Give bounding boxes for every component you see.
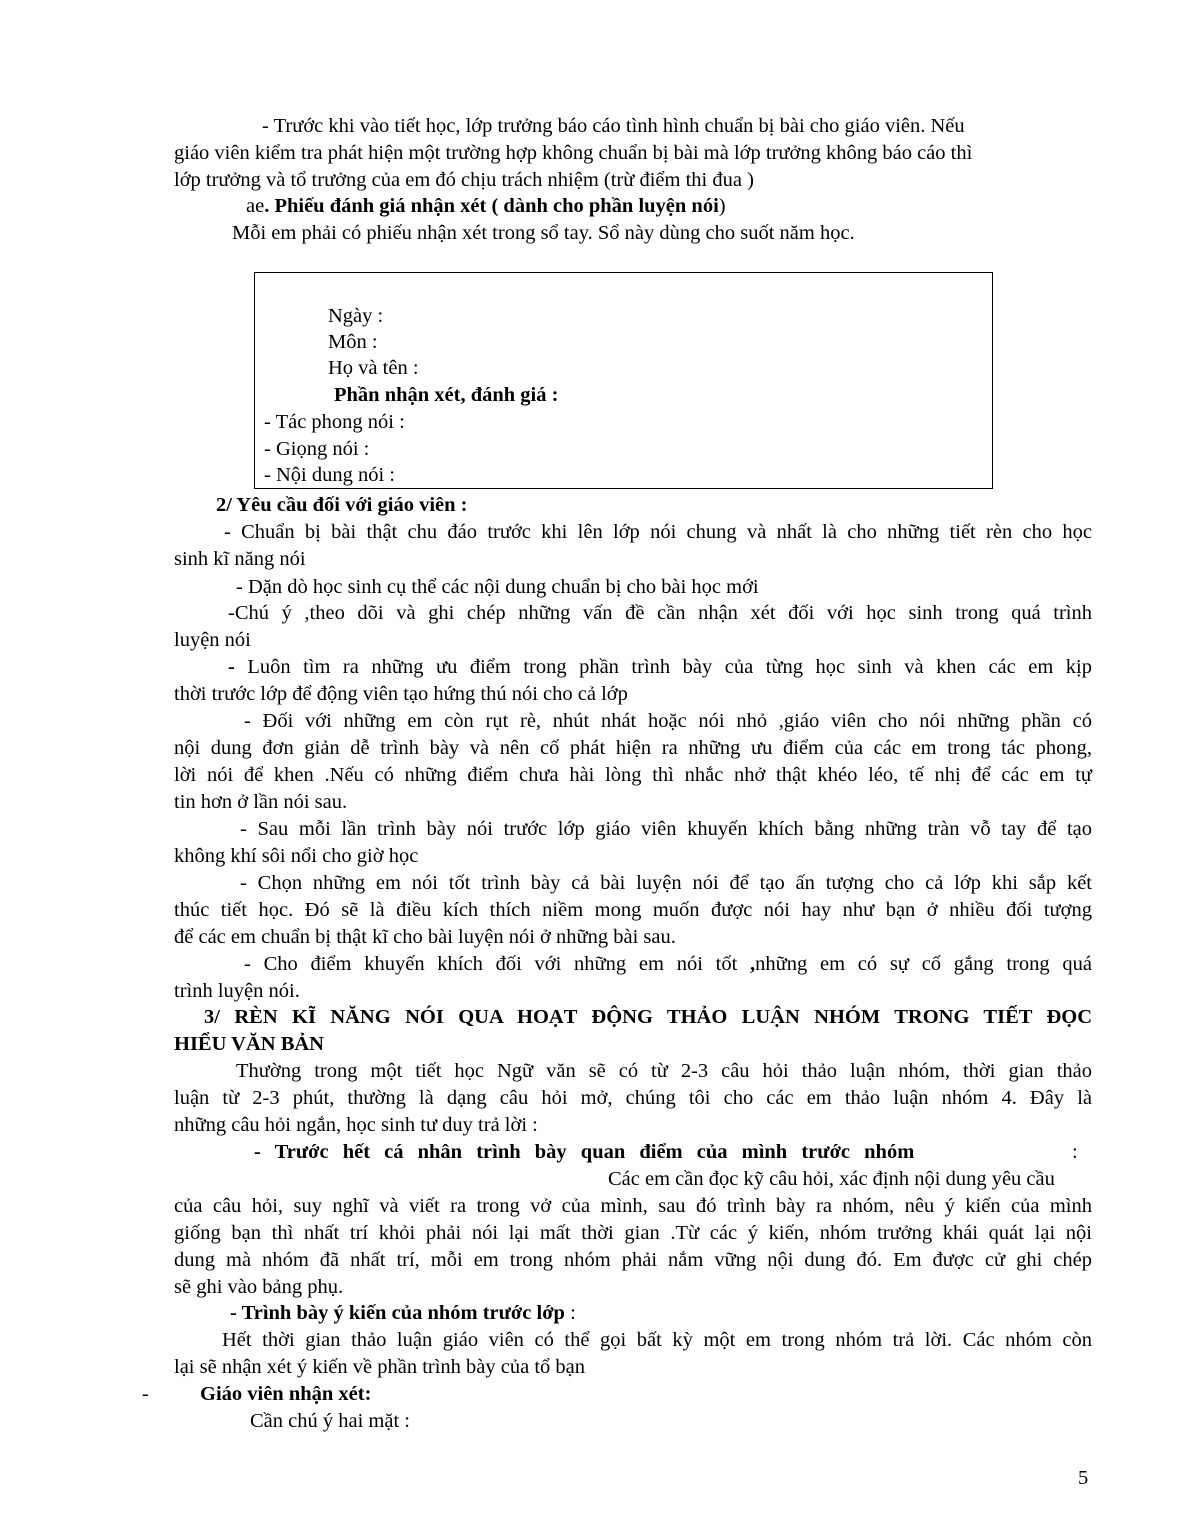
subheading-colon: : — [1072, 1141, 1078, 1163]
bullet-text: - Cho điểm khuyến khích đối với những em nói tốt — [244, 953, 751, 975]
paragraph-line: giống bạn thì nhất trí khỏi phải nói lại mất thời gian .Từ các ý kiến, nhóm trưởng khái quát lại nội — [174, 1222, 1092, 1244]
paragraph-line: thúc tiết học. Đó sẽ là điều kích thích niềm mong muốn được nói hay như bạn ở nhiều đối tượng — [174, 899, 1092, 921]
paragraph-line: những câu hỏi ngắn, học sinh tư duy trả lời : — [174, 1114, 538, 1136]
paragraph-line: giáo viên kiểm tra phát hiện một trường hợp không chuẩn bị bài mà lớp trưởng không báo cáo thì — [174, 142, 973, 164]
form-name-label: Họ và tên : — [328, 357, 419, 379]
paragraph-line: - Đối với những em còn rụt rè, nhút nhát hoặc nói nhỏ ,giáo viên cho nói những phần có — [244, 710, 1092, 732]
paragraph-line: lời nói để khen .Nếu có những điểm chưa hài lòng thì nhắc nhở thật khéo léo, tế nhị để các em tự — [174, 764, 1092, 786]
bullet-dash: - — [228, 656, 235, 678]
paragraph-line: của câu hỏi, suy nghĩ và viết ra trong vở của mình, sau đó trình bày ra nhóm, nêu ý kiến của mình — [174, 1195, 1092, 1217]
paragraph-line: để các em chuẩn bị thật kĩ cho bài luyện nói ở những bài sau. — [174, 926, 676, 948]
paragraph-line: Hết thời gian thảo luận giáo viên có thể gọi bất kỳ một em trong nhóm trả lời. Các nhóm còn — [222, 1329, 1092, 1351]
subheading — [230, 1300, 576, 1326]
heading-ae-suffix: ) — [718, 195, 726, 217]
paragraph-line — [244, 951, 1092, 977]
paragraph-line: nội dung đơn giản dễ trình bày và nên cố phát hiện ra những ưu điểm của các em trong tác phong, — [174, 737, 1092, 759]
form-item: - Nội dung nói : — [264, 464, 395, 486]
section-heading: 2/ Yêu cầu đối với giáo viên : — [216, 494, 468, 516]
form-date-label: Ngày : — [328, 305, 384, 327]
paragraph-line: - Dặn dò học sinh cụ thể các nội dung chuẩn bị cho bài học mới — [236, 576, 759, 598]
heading-ae-prefix: ae — [246, 195, 265, 217]
paragraph-line: sẽ ghi vào bảng phụ. — [174, 1276, 344, 1298]
heading-ae — [246, 193, 726, 219]
paragraph-line: Mỗi em phải có phiếu nhận xét trong sổ tay. Sổ này dùng cho suốt năm học. — [232, 222, 855, 244]
form-title: Phần nhận xét, đánh giá : — [334, 384, 559, 406]
bold-comma: , — [750, 953, 756, 975]
subheading: - Trước hết cá nhân trình bày quan điểm của mình trước nhóm — [254, 1141, 915, 1163]
paragraph-line: trình luyện nói. — [174, 980, 300, 1002]
paragraph-line: không khí sôi nổi cho giờ học — [174, 845, 419, 867]
subheading: Giáo viên nhận xét: — [200, 1383, 372, 1405]
bullet-text: Luôn tìm ra những ưu điểm trong phần trình bày của từng học sinh và khen các em kịp — [234, 656, 1092, 678]
heading-ae-title: . Phiếu đánh giá nhận xét ( dành cho phần luyện nói — [264, 195, 719, 217]
paragraph-line: - Chuẩn bị bài thật chu đáo trước khi lên lớp nói chung và nhất là cho những tiết rèn cho học — [224, 521, 1092, 543]
subheading-colon: : — [564, 1302, 576, 1324]
paragraph-line: lại sẽ nhận xét ý kiến về phần trình bày của tổ bạn — [174, 1356, 586, 1378]
paragraph-line: thời trước lớp để động viên tạo hứng thú nói cho cả lớp — [174, 683, 628, 705]
paragraph-line: dung mà nhóm đã nhất trí, mỗi em trong nhóm phải nắm vững nội dung đó. Em được cử ghi chép — [174, 1249, 1092, 1271]
paragraph-line: Cần chú ý hai mặt : — [250, 1410, 410, 1432]
paragraph-line: -Chú ý ,theo dõi và ghi chép những vấn đề cần nhận xét đối với học sinh trong quá trình — [228, 602, 1092, 624]
subheading-text: - Trình bày ý kiến của nhóm trước lớp — [230, 1302, 565, 1324]
list-dash: - — [142, 1383, 149, 1405]
paragraph-line: - Chọn những em nói tốt trình bày cả bài luyện nói để tạo ấn tượng cho cả lớp khi sắp kết — [240, 872, 1092, 894]
form-subject-label: Môn : — [328, 331, 378, 353]
paragraph-line — [228, 654, 1092, 680]
paragraph-line: Các em cần đọc kỹ câu hỏi, xác định nội dung yêu cầu — [608, 1168, 1055, 1190]
form-item: - Giọng nói : — [264, 438, 370, 460]
section-heading: 3/ RÈN KĨ NĂNG NÓI QUA HOẠT ĐỘNG THẢO LUẬN NHÓM TRONG TIẾT ĐỌC — [204, 1006, 1092, 1028]
paragraph-line: sinh kĩ năng nói — [174, 548, 306, 570]
paragraph-line: - Sau mỗi lần trình bày nói trước lớp giáo viên khuyến khích bằng những tràn vỗ tay để tạo — [240, 818, 1092, 840]
paragraph-line: tin hơn ở lần nói sau. — [174, 791, 348, 813]
section-heading: HIỂU VĂN BẢN — [174, 1033, 324, 1055]
paragraph-line: luyện nói — [174, 629, 251, 651]
page-number: 5 — [1078, 1467, 1089, 1489]
paragraph-line: Thường trong một tiết học Ngữ văn sẽ có từ 2-3 câu hỏi thảo luận nhóm, thời gian thảo — [236, 1060, 1092, 1082]
paragraph-line: - Trước khi vào tiết học, lớp trưởng báo cáo tình hình chuẩn bị bài cho giáo viên. Nếu — [262, 115, 965, 137]
paragraph-line: lớp trưởng và tổ trưởng của em đó chịu trách nhiệm (trừ điểm thi đua ) — [174, 169, 754, 191]
paragraph-line: luận từ 2-3 phút, thường là dạng câu hỏi mở, chúng tôi cho các em thảo luận nhóm 4. Đây là — [174, 1087, 1092, 1109]
form-item: - Tác phong nói : — [264, 411, 405, 433]
bullet-text: những em có sự cố gắng trong quá — [755, 953, 1092, 975]
